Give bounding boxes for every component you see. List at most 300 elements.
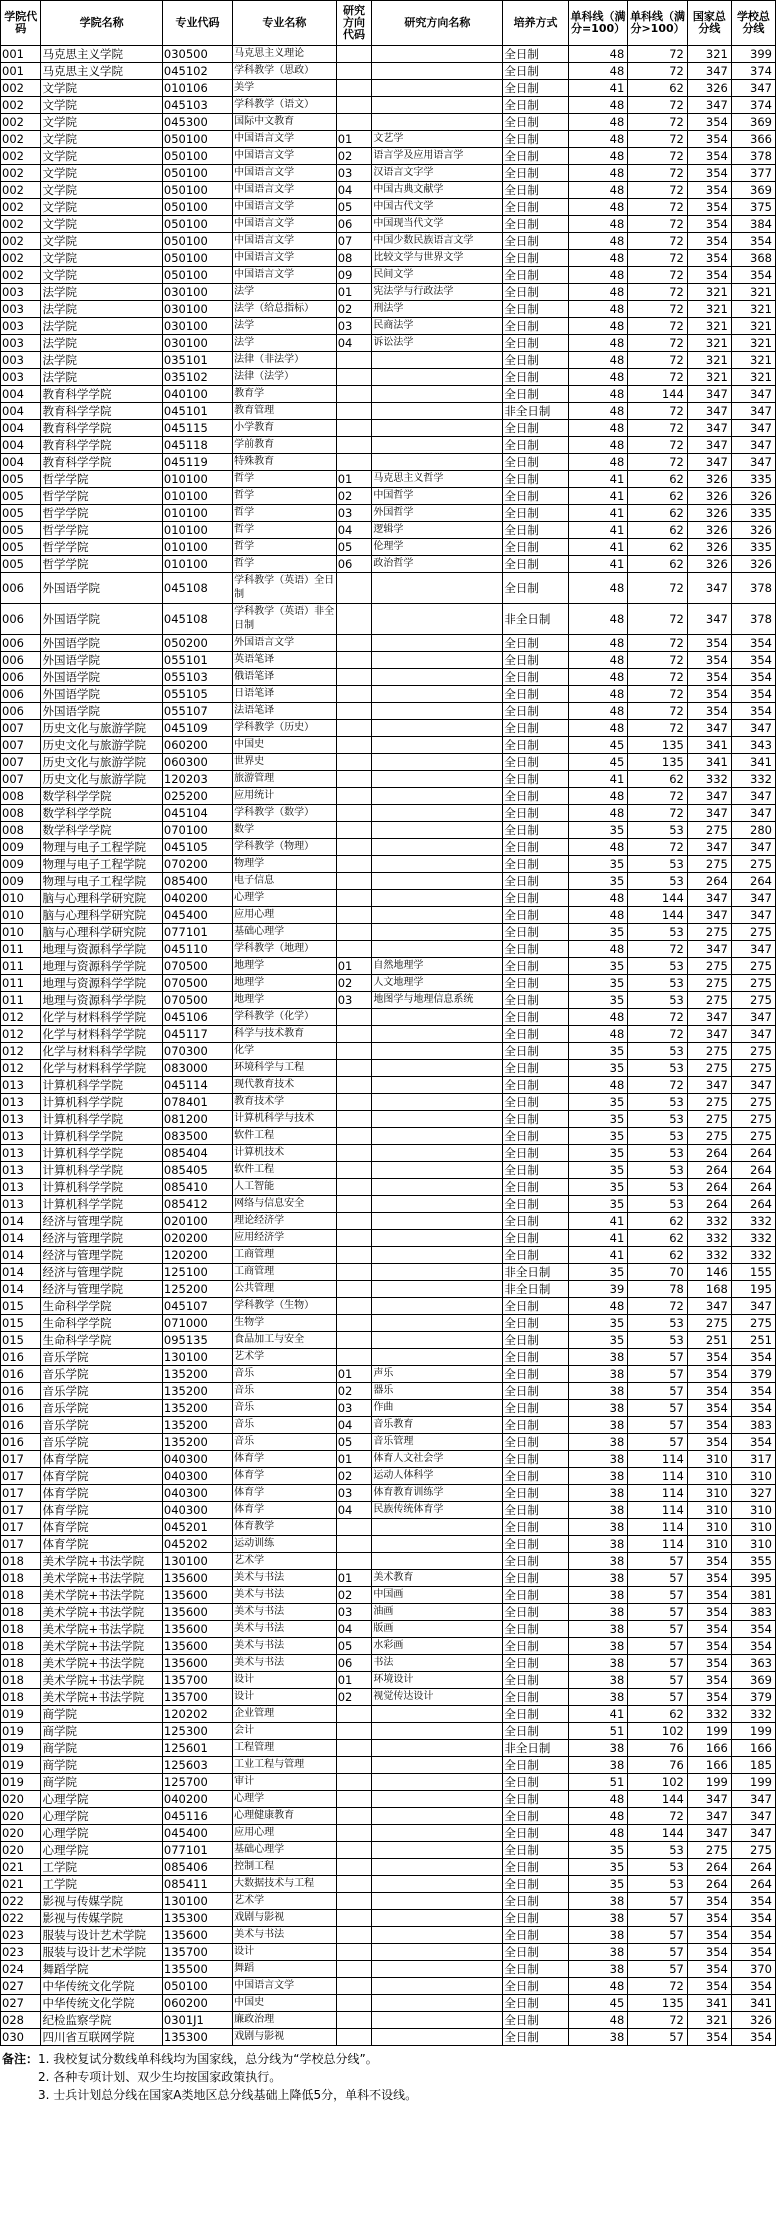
cell-single-100: 38 bbox=[568, 1655, 628, 1672]
cell-school-total: 341 bbox=[731, 754, 775, 771]
cell-school-total: 275 bbox=[731, 958, 775, 975]
cell-direction-code bbox=[336, 805, 372, 822]
cell-study-mode: 全日制 bbox=[503, 1247, 568, 1264]
cell-study-mode: 全日制 bbox=[503, 505, 568, 522]
cell-study-mode: 全日制 bbox=[503, 165, 568, 182]
cell-national-total: 347 bbox=[687, 573, 731, 604]
cell-direction-code bbox=[336, 1332, 372, 1349]
table-row bbox=[1, 1145, 776, 1162]
cell-single-over100: 72 bbox=[628, 805, 688, 822]
cell-single-100: 48 bbox=[568, 284, 628, 301]
cell-college-name: 影视与传媒学院 bbox=[41, 1910, 162, 1927]
table-row bbox=[1, 720, 776, 737]
cell-major-name: 中国语言文学 bbox=[233, 165, 337, 182]
cell-single-over100: 72 bbox=[628, 267, 688, 284]
cell-major-name: 科学与技术教育 bbox=[233, 1026, 337, 1043]
cell-direction-name bbox=[372, 1111, 503, 1128]
cell-single-over100: 72 bbox=[628, 720, 688, 737]
cell-national-total: 354 bbox=[687, 131, 731, 148]
cell-direction-code: 04 bbox=[336, 1502, 372, 1519]
cell-college-code: 003 bbox=[1, 369, 41, 386]
cell-direction-code bbox=[336, 97, 372, 114]
cell-direction-code: 01 bbox=[336, 958, 372, 975]
cell-direction-name bbox=[372, 1077, 503, 1094]
cell-school-total: 374 bbox=[731, 63, 775, 80]
cell-direction-name bbox=[372, 80, 503, 97]
cell-college-code: 017 bbox=[1, 1468, 41, 1485]
cell-college-name: 教育科学学院 bbox=[41, 386, 162, 403]
cell-college-name: 历史文化与旅游学院 bbox=[41, 720, 162, 737]
cell-major-code: 125200 bbox=[162, 1281, 232, 1298]
cell-direction-name bbox=[372, 604, 503, 635]
cell-national-total: 275 bbox=[687, 1842, 731, 1859]
cell-major-name: 中国语言文学 bbox=[233, 216, 337, 233]
cell-single-over100: 144 bbox=[628, 1825, 688, 1842]
cell-major-name: 生物学 bbox=[233, 1315, 337, 1332]
table-row bbox=[1, 1094, 776, 1111]
cell-single-over100: 72 bbox=[628, 403, 688, 420]
cell-national-total: 354 bbox=[687, 148, 731, 165]
cell-direction-name: 伦理学 bbox=[372, 539, 503, 556]
cell-school-total: 332 bbox=[731, 1247, 775, 1264]
cell-direction-name bbox=[372, 1349, 503, 1366]
cell-major-code: 045101 bbox=[162, 403, 232, 420]
cell-college-code: 018 bbox=[1, 1672, 41, 1689]
cell-single-100: 48 bbox=[568, 335, 628, 352]
cell-single-over100: 72 bbox=[628, 97, 688, 114]
cell-direction-name bbox=[372, 573, 503, 604]
cell-direction-code bbox=[336, 856, 372, 873]
cell-single-over100: 76 bbox=[628, 1740, 688, 1757]
cell-college-name: 外国语学院 bbox=[41, 669, 162, 686]
cell-direction-code: 09 bbox=[336, 267, 372, 284]
cell-single-100: 38 bbox=[568, 1672, 628, 1689]
cell-direction-code bbox=[336, 941, 372, 958]
table-row bbox=[1, 1162, 776, 1179]
cell-school-total: 326 bbox=[731, 522, 775, 539]
cell-national-total: 347 bbox=[687, 907, 731, 924]
cell-college-code: 002 bbox=[1, 216, 41, 233]
table-row bbox=[1, 284, 776, 301]
cell-national-total: 326 bbox=[687, 505, 731, 522]
cell-direction-code: 01 bbox=[336, 1672, 372, 1689]
cell-national-total: 354 bbox=[687, 267, 731, 284]
cell-direction-name bbox=[372, 352, 503, 369]
cell-direction-code: 03 bbox=[336, 1400, 372, 1417]
cell-direction-name bbox=[372, 873, 503, 890]
cell-college-code: 028 bbox=[1, 2012, 41, 2029]
cell-direction-name bbox=[372, 1196, 503, 1213]
cell-national-total: 275 bbox=[687, 1094, 731, 1111]
table-row bbox=[1, 924, 776, 941]
table-row bbox=[1, 1689, 776, 1706]
cell-major-name: 戏剧与影视 bbox=[233, 1910, 337, 1927]
cell-major-name: 中国语言文学 bbox=[233, 233, 337, 250]
cell-study-mode: 全日制 bbox=[503, 975, 568, 992]
cell-major-name: 网络与信息安全 bbox=[233, 1196, 337, 1213]
cell-school-total: 317 bbox=[731, 1451, 775, 1468]
cell-national-total: 354 bbox=[687, 1655, 731, 1672]
cell-major-code: 045102 bbox=[162, 63, 232, 80]
cell-single-over100: 72 bbox=[628, 839, 688, 856]
cell-direction-code bbox=[336, 1740, 372, 1757]
cell-direction-name: 外国哲学 bbox=[372, 505, 503, 522]
cell-single-over100: 53 bbox=[628, 1196, 688, 1213]
cell-single-over100: 72 bbox=[628, 1026, 688, 1043]
cell-study-mode: 全日制 bbox=[503, 284, 568, 301]
cell-college-name: 美术学院+书法学院 bbox=[41, 1587, 162, 1604]
cell-major-code: 125300 bbox=[162, 1723, 232, 1740]
cell-school-total: 275 bbox=[731, 1043, 775, 1060]
cell-direction-name: 运动人体科学 bbox=[372, 1468, 503, 1485]
note-2: 2. 各种专项计划、双少生均按国家政策执行。 bbox=[38, 2070, 282, 2084]
cell-single-100: 41 bbox=[568, 1230, 628, 1247]
table-row bbox=[1, 1281, 776, 1298]
cell-major-code: 135500 bbox=[162, 1961, 232, 1978]
cell-direction-code bbox=[336, 1162, 372, 1179]
cell-single-100: 48 bbox=[568, 805, 628, 822]
cell-college-name: 中华传统文化学院 bbox=[41, 1995, 162, 2012]
cell-single-over100: 57 bbox=[628, 1621, 688, 1638]
cell-single-over100: 72 bbox=[628, 352, 688, 369]
cell-single-100: 38 bbox=[568, 1757, 628, 1774]
table-row bbox=[1, 437, 776, 454]
cell-direction-name: 音乐教育 bbox=[372, 1417, 503, 1434]
cell-school-total: 354 bbox=[731, 1927, 775, 1944]
cell-school-total: 347 bbox=[731, 1791, 775, 1808]
table-row bbox=[1, 1961, 776, 1978]
cell-major-code: 135200 bbox=[162, 1417, 232, 1434]
cell-single-over100: 62 bbox=[628, 539, 688, 556]
cell-national-total: 354 bbox=[687, 1349, 731, 1366]
cell-school-total: 199 bbox=[731, 1774, 775, 1791]
header-major-name: 专业名称 bbox=[233, 1, 337, 46]
table-row bbox=[1, 1604, 776, 1621]
cell-major-name: 学科教学（生物） bbox=[233, 1298, 337, 1315]
cell-single-over100: 72 bbox=[628, 941, 688, 958]
cell-college-name: 体育学院 bbox=[41, 1485, 162, 1502]
cell-direction-code bbox=[336, 652, 372, 669]
cell-college-code: 011 bbox=[1, 992, 41, 1009]
cell-national-total: 354 bbox=[687, 1689, 731, 1706]
cell-college-name: 生命科学学院 bbox=[41, 1298, 162, 1315]
cell-major-code: 071000 bbox=[162, 1315, 232, 1332]
cell-major-name: 体育教学 bbox=[233, 1519, 337, 1536]
cell-national-total: 347 bbox=[687, 420, 731, 437]
cell-national-total: 321 bbox=[687, 352, 731, 369]
cell-single-over100: 72 bbox=[628, 1298, 688, 1315]
cell-direction-code: 01 bbox=[336, 471, 372, 488]
cell-major-name: 法律（法学） bbox=[233, 369, 337, 386]
cell-major-code: 020100 bbox=[162, 1213, 232, 1230]
cell-study-mode: 全日制 bbox=[503, 1638, 568, 1655]
cell-single-over100: 57 bbox=[628, 1434, 688, 1451]
cell-study-mode: 全日制 bbox=[503, 924, 568, 941]
cell-single-100: 48 bbox=[568, 1825, 628, 1842]
cell-major-code: 030500 bbox=[162, 46, 232, 63]
cell-college-name: 音乐学院 bbox=[41, 1366, 162, 1383]
cell-major-name: 大数据技术与工程 bbox=[233, 1876, 337, 1893]
header-national-total: 国家总分线 bbox=[687, 1, 731, 46]
cell-direction-code bbox=[336, 1791, 372, 1808]
cell-national-total: 275 bbox=[687, 924, 731, 941]
cell-college-name: 美术学院+书法学院 bbox=[41, 1689, 162, 1706]
cell-national-total: 347 bbox=[687, 1077, 731, 1094]
cell-direction-code bbox=[336, 1298, 372, 1315]
cell-single-100: 48 bbox=[568, 686, 628, 703]
cell-national-total: 354 bbox=[687, 1910, 731, 1927]
cell-school-total: 275 bbox=[731, 992, 775, 1009]
table-row bbox=[1, 1315, 776, 1332]
cell-study-mode: 全日制 bbox=[503, 63, 568, 80]
cell-college-code: 018 bbox=[1, 1587, 41, 1604]
cell-direction-code bbox=[336, 1145, 372, 1162]
cell-college-code: 001 bbox=[1, 46, 41, 63]
note-line-3 bbox=[2, 2086, 774, 2104]
table-row bbox=[1, 1723, 776, 1740]
cell-school-total: 347 bbox=[731, 403, 775, 420]
cell-school-total: 275 bbox=[731, 1128, 775, 1145]
table-row bbox=[1, 1995, 776, 2012]
table-row bbox=[1, 199, 776, 216]
cell-national-total: 354 bbox=[687, 1366, 731, 1383]
cell-major-code: 070500 bbox=[162, 975, 232, 992]
cell-direction-code bbox=[336, 1519, 372, 1536]
cell-major-name: 学科教学（历史） bbox=[233, 720, 337, 737]
cell-direction-name: 语言学及应用语言学 bbox=[372, 148, 503, 165]
cell-major-code: 125601 bbox=[162, 1740, 232, 1757]
cell-direction-code: 01 bbox=[336, 1570, 372, 1587]
cell-direction-code bbox=[336, 822, 372, 839]
cell-direction-code bbox=[336, 1995, 372, 2012]
cell-college-code: 017 bbox=[1, 1519, 41, 1536]
cell-direction-code bbox=[336, 63, 372, 80]
cell-direction-code: 02 bbox=[336, 1689, 372, 1706]
cell-direction-code bbox=[336, 839, 372, 856]
cell-direction-code bbox=[336, 1706, 372, 1723]
cell-direction-code: 05 bbox=[336, 1434, 372, 1451]
cell-school-total: 347 bbox=[731, 1077, 775, 1094]
cell-national-total: 354 bbox=[687, 1400, 731, 1417]
note-1: 1. 我校复试分数线单科线均为国家线，总分线为“学校总分线”。 bbox=[38, 2052, 378, 2066]
cell-major-name: 旅游管理 bbox=[233, 771, 337, 788]
cell-national-total: 264 bbox=[687, 1162, 731, 1179]
cell-study-mode: 全日制 bbox=[503, 839, 568, 856]
cell-major-name: 美术与书法 bbox=[233, 1655, 337, 1672]
cell-direction-code bbox=[336, 635, 372, 652]
cell-single-over100: 57 bbox=[628, 1961, 688, 1978]
cell-direction-code bbox=[336, 114, 372, 131]
cell-direction-name bbox=[372, 805, 503, 822]
cell-major-name: 工程管理 bbox=[233, 1740, 337, 1757]
cell-direction-code bbox=[336, 1927, 372, 1944]
cell-direction-code bbox=[336, 1060, 372, 1077]
cell-single-over100: 72 bbox=[628, 420, 688, 437]
cell-school-total: 347 bbox=[731, 907, 775, 924]
cell-direction-code: 04 bbox=[336, 335, 372, 352]
cell-study-mode: 全日制 bbox=[503, 114, 568, 131]
cell-college-name: 计算机科学学院 bbox=[41, 1196, 162, 1213]
table-body bbox=[1, 46, 776, 2046]
cell-study-mode: 全日制 bbox=[503, 1213, 568, 1230]
cell-national-total: 199 bbox=[687, 1723, 731, 1740]
cell-direction-name bbox=[372, 924, 503, 941]
table-row bbox=[1, 1128, 776, 1145]
cell-major-name: 美术与书法 bbox=[233, 1621, 337, 1638]
cell-school-total: 264 bbox=[731, 873, 775, 890]
cell-single-over100: 53 bbox=[628, 975, 688, 992]
cell-single-100: 35 bbox=[568, 1179, 628, 1196]
cell-national-total: 275 bbox=[687, 1060, 731, 1077]
cell-study-mode: 全日制 bbox=[503, 1111, 568, 1128]
cell-school-total: 370 bbox=[731, 1961, 775, 1978]
cell-single-100: 48 bbox=[568, 114, 628, 131]
cell-national-total: 354 bbox=[687, 165, 731, 182]
table-row bbox=[1, 907, 776, 924]
cell-study-mode: 全日制 bbox=[503, 822, 568, 839]
cell-college-code: 005 bbox=[1, 539, 41, 556]
cell-direction-code: 08 bbox=[336, 250, 372, 267]
cell-college-code: 016 bbox=[1, 1417, 41, 1434]
cell-direction-name bbox=[372, 1876, 503, 1893]
cell-major-code: 040300 bbox=[162, 1451, 232, 1468]
cell-major-code: 045118 bbox=[162, 437, 232, 454]
cell-direction-name: 人文地理学 bbox=[372, 975, 503, 992]
cell-study-mode: 全日制 bbox=[503, 437, 568, 454]
cell-direction-code bbox=[336, 1553, 372, 1570]
cell-school-total: 275 bbox=[731, 924, 775, 941]
cell-national-total: 354 bbox=[687, 635, 731, 652]
cell-direction-code: 03 bbox=[336, 992, 372, 1009]
table-row bbox=[1, 505, 776, 522]
table-row bbox=[1, 1434, 776, 1451]
cell-college-code: 018 bbox=[1, 1621, 41, 1638]
cell-major-code: 120200 bbox=[162, 1247, 232, 1264]
cell-direction-name bbox=[372, 1264, 503, 1281]
table-row bbox=[1, 1043, 776, 1060]
cell-single-100: 41 bbox=[568, 505, 628, 522]
cell-major-code: 040300 bbox=[162, 1502, 232, 1519]
cell-direction-code bbox=[336, 1077, 372, 1094]
cell-national-total: 310 bbox=[687, 1519, 731, 1536]
cell-national-total: 275 bbox=[687, 975, 731, 992]
cell-single-100: 48 bbox=[568, 199, 628, 216]
cell-study-mode: 非全日制 bbox=[503, 1264, 568, 1281]
cell-single-over100: 57 bbox=[628, 1383, 688, 1400]
cell-major-code: 095135 bbox=[162, 1332, 232, 1349]
cell-major-code: 045108 bbox=[162, 573, 232, 604]
cell-study-mode: 全日制 bbox=[503, 148, 568, 165]
cell-college-name: 外国语学院 bbox=[41, 604, 162, 635]
cell-direction-code: 05 bbox=[336, 1638, 372, 1655]
cell-study-mode: 全日制 bbox=[503, 652, 568, 669]
cell-college-code: 016 bbox=[1, 1400, 41, 1417]
cell-major-code: 135700 bbox=[162, 1672, 232, 1689]
cell-national-total: 275 bbox=[687, 1111, 731, 1128]
cell-college-code: 018 bbox=[1, 1604, 41, 1621]
cell-national-total: 264 bbox=[687, 1196, 731, 1213]
cell-direction-code: 03 bbox=[336, 165, 372, 182]
cell-direction-name bbox=[372, 2012, 503, 2029]
cell-national-total: 354 bbox=[687, 1927, 731, 1944]
cell-direction-name: 民间文学 bbox=[372, 267, 503, 284]
cell-study-mode: 全日制 bbox=[503, 80, 568, 97]
cell-college-code: 002 bbox=[1, 165, 41, 182]
cell-direction-name bbox=[372, 2029, 503, 2046]
cell-single-100: 38 bbox=[568, 1468, 628, 1485]
table-row bbox=[1, 805, 776, 822]
cell-single-over100: 62 bbox=[628, 556, 688, 573]
cell-national-total: 354 bbox=[687, 250, 731, 267]
cell-single-100: 38 bbox=[568, 1553, 628, 1570]
cell-major-name: 俄语笔译 bbox=[233, 669, 337, 686]
cell-college-name: 法学院 bbox=[41, 284, 162, 301]
cell-school-total: 347 bbox=[731, 1825, 775, 1842]
cell-major-name: 现代教育技术 bbox=[233, 1077, 337, 1094]
cell-college-name: 数学科学学院 bbox=[41, 788, 162, 805]
cell-major-code: 085400 bbox=[162, 873, 232, 890]
cell-direction-code bbox=[336, 1349, 372, 1366]
cell-single-over100: 62 bbox=[628, 488, 688, 505]
cell-study-mode: 全日制 bbox=[503, 635, 568, 652]
cell-national-total: 321 bbox=[687, 46, 731, 63]
cell-college-code: 016 bbox=[1, 1349, 41, 1366]
cell-national-total: 166 bbox=[687, 1757, 731, 1774]
cell-major-code: 050100 bbox=[162, 233, 232, 250]
cell-direction-name: 宪法学与行政法学 bbox=[372, 284, 503, 301]
cell-single-over100: 57 bbox=[628, 1655, 688, 1672]
cell-major-code: 045107 bbox=[162, 1298, 232, 1315]
cell-single-100: 38 bbox=[568, 1536, 628, 1553]
cell-school-total: 275 bbox=[731, 1060, 775, 1077]
table-row bbox=[1, 1825, 776, 1842]
cell-national-total: 332 bbox=[687, 771, 731, 788]
cell-college-name: 哲学学院 bbox=[41, 522, 162, 539]
cell-single-100: 48 bbox=[568, 386, 628, 403]
cell-college-code: 018 bbox=[1, 1570, 41, 1587]
cell-college-code: 012 bbox=[1, 1043, 41, 1060]
cell-college-code: 019 bbox=[1, 1740, 41, 1757]
cell-direction-name bbox=[372, 686, 503, 703]
cell-college-code: 014 bbox=[1, 1213, 41, 1230]
cell-college-code: 006 bbox=[1, 573, 41, 604]
cell-national-total: 264 bbox=[687, 1876, 731, 1893]
cell-college-name: 心理学院 bbox=[41, 1808, 162, 1825]
cell-single-100: 48 bbox=[568, 301, 628, 318]
cell-direction-code bbox=[336, 788, 372, 805]
cell-school-total: 264 bbox=[731, 1145, 775, 1162]
cell-study-mode: 全日制 bbox=[503, 805, 568, 822]
cell-school-total: 347 bbox=[731, 1009, 775, 1026]
cell-major-name: 公共管理 bbox=[233, 1281, 337, 1298]
cell-single-100: 48 bbox=[568, 233, 628, 250]
cell-school-total: 321 bbox=[731, 369, 775, 386]
cell-school-total: 321 bbox=[731, 335, 775, 352]
cell-college-code: 015 bbox=[1, 1298, 41, 1315]
cell-college-name: 化学与材料科学学院 bbox=[41, 1009, 162, 1026]
cell-national-total: 326 bbox=[687, 539, 731, 556]
cell-school-total: 335 bbox=[731, 471, 775, 488]
table-row bbox=[1, 754, 776, 771]
cell-major-code: 135300 bbox=[162, 1910, 232, 1927]
table-row bbox=[1, 1876, 776, 1893]
cell-major-code: 135200 bbox=[162, 1434, 232, 1451]
cell-college-code: 005 bbox=[1, 488, 41, 505]
cell-major-code: 135600 bbox=[162, 1621, 232, 1638]
cell-single-100: 35 bbox=[568, 1264, 628, 1281]
cell-college-code: 020 bbox=[1, 1825, 41, 1842]
cell-major-code: 010100 bbox=[162, 488, 232, 505]
